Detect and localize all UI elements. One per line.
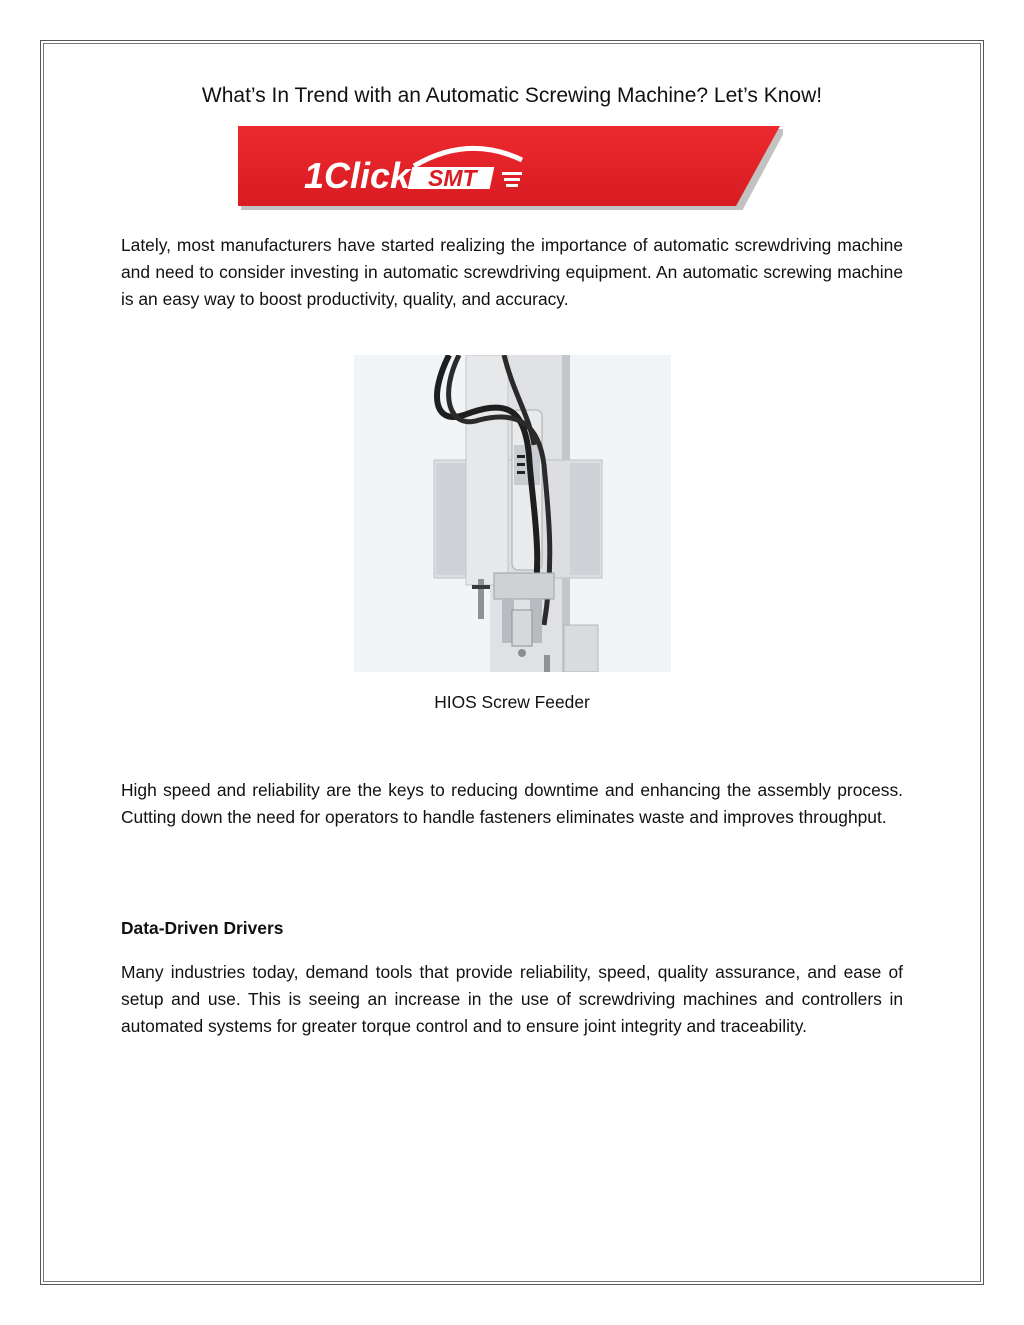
svg-text:1Click: 1Click — [304, 155, 411, 196]
document-title: What’s In Trend with an Automatic Screwing Machine? Let’s Know! — [201, 84, 823, 107]
svg-text:SMT: SMT — [428, 165, 477, 191]
screw-feeder-machine-image — [354, 355, 671, 672]
intro-paragraph: Lately, most manufacturers have started realizing the importance of automatic screwdriving machine and need to consider investing in automatic screwdriving equipment. An automatic screwing machine is an easy way to boost productivity, quality, and accuracy. — [121, 235, 903, 309]
section-paragraph: Many industries today, demand tools that provide reliability, speed, quality assurance, and ease of setup and use. This is seeing an increase in the use of screwdriving machines and controllers in automated systems for greater torque control and to ensure joint integrity and traceability. — [121, 962, 903, 1036]
section-heading: Data-Driven Drivers — [121, 918, 284, 938]
body-paragraph: High speed and reliability are the keys to reducing downtime and enhancing the assembly process. Cutting down the need for operators to handle fasteners eliminates waste and improves throughput. — [121, 780, 903, 827]
brand-logo-banner — [238, 126, 783, 210]
figure-caption: HIOS Screw Feeder — [434, 692, 590, 712]
